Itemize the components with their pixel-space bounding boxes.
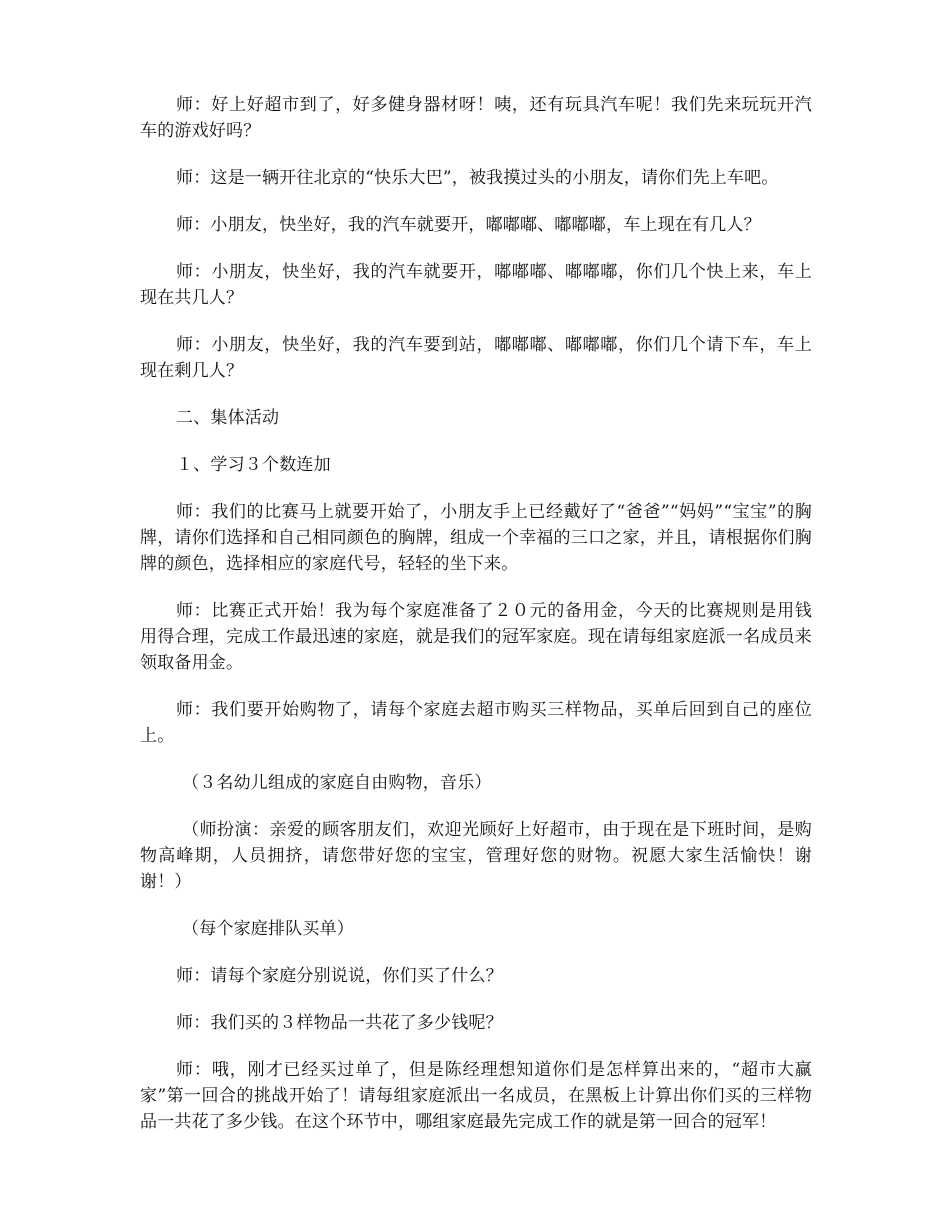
paragraph-8: 师：我们的比赛马上就要开始了，小朋友手上已经戴好了“爸爸”“妈妈”“宝宝”的胸牌，请你们选择和自己相同颜色的胸牌，组成一个幸福的三口之家，并且，请根据你们胸牌的颜色，选择相应的家庭代号，轻轻的坐下来。 [140, 502, 812, 574]
stage-note-2: （师扮演：亲爱的顾客朋友们，欢迎光顾好上好超市，由于现在是下班时间，是购物高峰期，人员拥挤，请您带好您的宝宝，管理好您的财物。祝愿大家生活愉快！谢谢！） [140, 820, 812, 892]
paragraph-14: 师：请每个家庭分别说说，你们买了什么？ [176, 966, 503, 986]
paragraph-2: 师：这是一辆开往北京的“快乐大巴”，被我摸过头的小朋友，请你们先上车吧。 [176, 168, 779, 188]
paragraph-5: 师：小朋友，快坐好，我的汽车要到站，嘟嘟嘟、嘟嘟嘟，你们几个请下车，车上现在剩几人？ [140, 335, 812, 381]
paragraph-4: 师：小朋友，快坐好，我的汽车就要开，嘟嘟嘟、嘟嘟嘟，你们几个快上来，车上现在共几人？ [140, 262, 812, 308]
section-heading: 二、集体活动 [176, 408, 280, 428]
stage-note-1: （３名幼儿组成的家庭自由购物，音乐） [182, 773, 492, 793]
paragraph-10: 师：我们要开始购物了，请每个家庭去超市购买三样物品，买单后回到自己的座位上。 [140, 700, 812, 746]
subsection-heading: １、学习３个数连加 [176, 455, 331, 475]
paragraph-15: 师：我们买的３样物品一共花了多少钱呢？ [176, 1013, 503, 1033]
stage-note-3: （每个家庭排队买单） [182, 919, 354, 939]
paragraph-3: 师：小朋友，快坐好，我的汽车就要开，嘟嘟嘟、嘟嘟嘟，车上现在有几人？ [176, 215, 761, 235]
paragraph-1: 师：好上好超市到了，好多健身器材呀！咦，还有玩具汽车呢！我们先来玩玩开汽车的游戏好吗？ [140, 95, 812, 141]
paragraph-9: 师：比赛正式开始！我为每个家庭准备了２０元的备用金，今天的比赛规则是用钱用得合理，完成工作最迅速的家庭，就是我们的冠军家庭。现在请每组家庭派一名成员来领取备用金。 [140, 601, 812, 673]
paragraph-16: 师：哦，刚才已经买过单了，但是陈经理想知道你们是怎样算出来的，“超市大赢家”第一回合的挑战开始了！请每组家庭派出一名成员，在黑板上计算出你们买的三样物品一共花了多少钱。在这个环节中，哪组家庭最先完成工作的就是第一回合的冠军！ [140, 1060, 812, 1132]
document-page [140, 92, 812, 1156]
